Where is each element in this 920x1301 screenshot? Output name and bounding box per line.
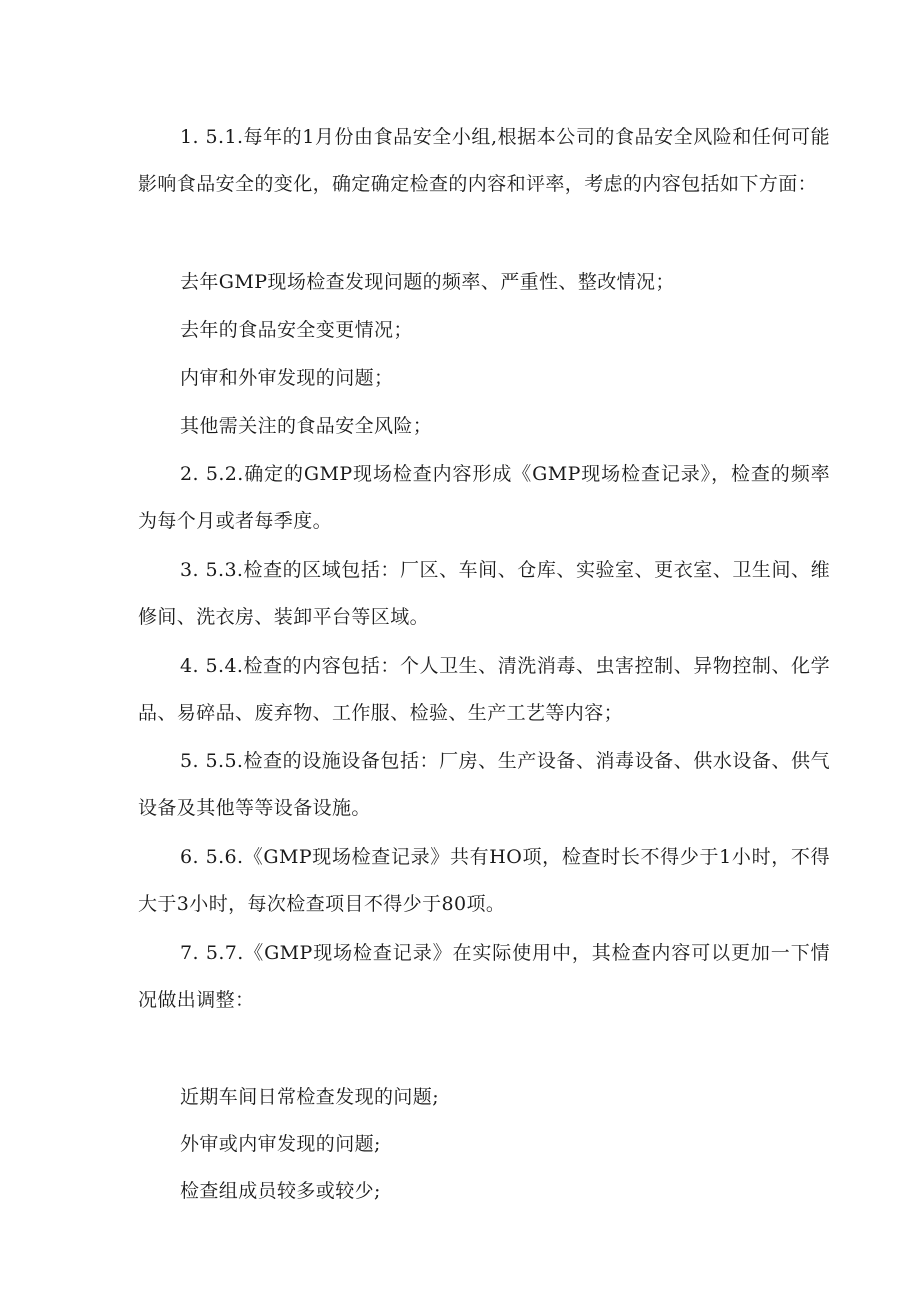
list-item: 近期车间日常检查发现的问题;: [180, 1086, 440, 1108]
paragraph-5-3: 3. 5.3.检查的区域包括：厂区、车间、仓库、实验室、更衣室、卫生间、维修间、洗衣房、装卸平台等区域。: [138, 559, 830, 628]
list-item: 外审或内审发现的问题;: [180, 1133, 381, 1155]
list-item: 去年GMP现场检查发现问题的频率、严重性、整改情况；: [180, 271, 675, 293]
paragraph-5-2: 2. 5.2.确定的GMP现场检查内容形成《GMP现场检查记录》，检查的频率为每个月或者每季度。: [138, 463, 830, 532]
list-item: 去年的食品安全变更情况；: [180, 319, 413, 341]
paragraph-5-6: 6. 5.6.《GMP现场检查记录》共有HO项，检查时长不得少于1小时，不得大于3小时，每次检查项目不得少于80项。: [138, 846, 830, 915]
list-item: 检查组成员较多或较少;: [180, 1180, 381, 1202]
paragraph-5-4: 4. 5.4.检查的内容包括：个人卫生、清洗消毒、虫害控制、异物控制、化学品、易碎品、废弃物、工作服、检验、生产工艺等内容；: [138, 655, 830, 724]
paragraph-5-5: 5. 5.5.检查的设施设备包括：厂房、生产设备、消毒设备、供水设备、供气设备及其他等等设备设施。: [138, 750, 830, 819]
list-item: 其他需关注的食品安全风险；: [180, 415, 433, 437]
list-item: 内审和外审发现的问题；: [180, 367, 394, 389]
paragraph-5-1: 1. 5.1.每年的1月份由食品安全小组,根据本公司的食品安全风险和任何可能影响食品安全的变化，确定确定检查的内容和评率，考虑的内容包括如下方面：: [138, 126, 830, 195]
paragraph-5-7: 7. 5.7.《GMP现场检查记录》在实际使用中，其检查内容可以更加一下情况做出调整：: [138, 942, 830, 1011]
